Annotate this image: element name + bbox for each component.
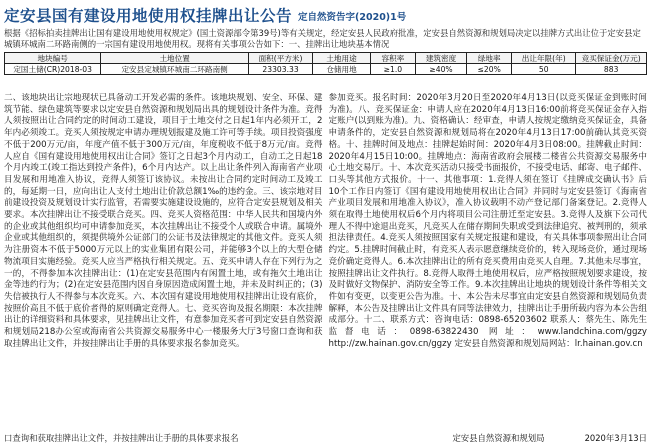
header-cell: 建筑密度: [415, 53, 466, 64]
header-cell: 地块编号: [5, 53, 101, 64]
table-cell: ≤20%: [467, 64, 512, 75]
body-left-text: 二、该地块出让宗地现状已具备动工开发必需的条件。该地块规划、安全、环保、建筑节能、绿色建筑等要求以定安县自然资源和规划局出具的规划设计条件为准。竞得人须按照出让合同约定的时间动工建设，项目于土地交付之日起1年内必须开工，2年内必须竣工。竞买人须按规定申请办理规划报建及施工许可等手续。项目投资强度不低于200万元/亩，年度产值不低于300万元/亩，年度税收不低于8万元/亩。竞得人应自《国有建设用地使用权出让合同》签订之日起3个月内动工，自动工之日起18个月内竣工(竣工指达到投产条件)，6个月内达产。以上出让条件列入海南省产业项目发展和用地准入协议，竞得人须签订该协议。未按出让合同约定时间动工及竣工的，每延期一日，应向出让人支付土地出让价款总额1‰的违约金。三、该宗地对目前建设投资及规划设计实行监管，若需要实施建设设施的，应符合定安县规划及相关要求。本次挂牌出让不接受联合竞买。四、竞买人资格范围：中华人民共和国境内外的企业或其他组织均可申请参加竞买，本次挂牌出让不接受个人或联合申请。属境外企业或其他组织的，须提供境外公证部门的公证书及法律规定的其他文件。竞买人须为注册资本不低于5000万元以上的实业集团有限公司，并能够3个以上的大型仓储物流项目实施经验。竞买人应当严格执行相关规定。五、竞买申请人存在下列行为之一的，不得参加本次挂牌出让：(1)在定安县范围内有闲置土地，或有拖欠土地出让金等违约行为；(2)在定安县范围内因自身原因造成闲置土地，并未及时纠正的；(3)失信被执行人不得参与本次竞买。六、本次国有建设用地使用权挂牌出让设有底价，按照价高且不低于底价者得的原则确定竞得人。七、竞买咨询及报名期限：本次挂牌出让的详细资料和具体要求，见挂牌出让文件，有意参加竞买者可到定安县自然资源和规划局218办公室或海南省公共资源交易服务中心一楼服务大厅3号窗口查询和获取挂牌出让文件，并按挂牌出让手册的具体要求报名参加竞买。: [4, 93, 323, 349]
header: [4, 2, 647, 26]
table-cell: 50: [512, 64, 576, 75]
issue-date: 2020年3月13日: [584, 433, 647, 443]
signature-block: [452, 432, 647, 444]
header-cell: 面积(平方米): [248, 53, 312, 64]
table-cell: 仓储用地: [313, 64, 371, 75]
header-cell: 容积率: [370, 53, 415, 64]
header-cell: 土地位置: [101, 53, 249, 64]
table-cell: 883: [576, 64, 647, 75]
footer: [4, 432, 647, 444]
header-cell: 竞买保证金(万元): [576, 53, 647, 64]
table-cell: ≥1.0: [370, 64, 415, 75]
parcel-table: [4, 52, 647, 75]
table-cell: 定安县定城镇环城南二环路南侧: [101, 64, 249, 75]
table-cell: 定国土储(CR)2018-03: [5, 64, 101, 75]
table-cell: ≥40%: [415, 64, 466, 75]
header-cell: 土地用途: [313, 53, 371, 64]
table-header-row: [5, 53, 647, 64]
header-cell: 绿地率: [467, 53, 512, 64]
announcement-body: [4, 93, 647, 431]
intro-paragraph: 根据《招标拍卖挂牌出让国有建设用地使用权规定》(国土资源部令第39号)等有关规定，经定安县人民政府批准，定安县自然资源和规划局决定以挂牌方式出让位于定安县定城镇环城南二环路南侧的一宗国有建设用地使用权。现将有关事项公告如下：一、挂牌出让地块基本情况: [4, 28, 641, 49]
header-cell: 出让年限(年): [512, 53, 576, 64]
body-right-text: 参加竞买。报名时间：2020年3月20日至2020年4月13日(以竞买保证金到账时间为准)。八、竞买保证金：申请人应在2020年4月13日16:00前将竞买保证金存入指定账户(以到账为准)。九、资格确认：经审查，申请人按规定缴纳竞买保证金，具备申请条件的，定安县自然资源和规划局将在2020年4月13日17:00前确认其竞买资格。十、挂牌时间及地点：挂牌起始时间：2020年4月3日08:00。挂牌截止时间：2020年4月15日10:00。挂牌地点：海南省政府会展楼二楼省公共资源交易服务中心土地交易厅。十、本次竞买活动只接受书面报价，不接受电话、邮寄、电子邮件、口头等其他方式报价。十一、其他事项：1.竞得人须在签订《挂牌成交确认书》后10个工作日内签订《国有建设用地使用权出让合同》并同时与定安县签订《海南省产业项目发展和用地准入协议》，准入协议载明不动产登记部门备案登记。2.竞得人须在取得土地使用权后6个月内将项目公司注册迁至定安县。3.竞得人及旗下公司代理人不得中途退出竞买，凡竞买人在储存期间失职或受到法律追究、被判刑的，须承担法律责任。4.竞买人须按照国家有关规定报建和建设，有关具体事项参照出让合同约定。5.挂牌时间截止时，有竞买人表示愿意继续竞价的，转入现场竞价，通过现场竞价确定竞得人。6.本次挂牌出让的所有竞买费用由竞买人自理。7.其他未尽事宜，按照挂牌出让文件执行。8.竞得人取得土地使用权后，应严格按照规划要求建设，按及时做好文物保护、消防安全等工作。9.本次挂牌出让地块的规划设计条件等相关文件如有变更，以变更公告为准。十、本公告未尽事宜由定安县自然资源和规划局负责解释，本公告及挂牌出让文件具有同等法律效力，挂牌出让手册所载内容为本公告组成部分。十二、联系方式：咨询电话：0898-65203602 联系人：蔡先生、陈先生 监督电话：0898-63822430 网址：www.landchina.com/ggzy http://zw.hainan.gov.cn/ggzy 定安县自然资源和规划局网站：lr.hainan.gov.cn: [328, 93, 647, 349]
footer-left-text: 口查询和获取挂牌出让文件，并按挂牌出让手册的具体要求报名: [4, 433, 239, 443]
body-right-column: [329, 93, 648, 431]
table-row: [5, 64, 647, 75]
announcement-title: 定安县国有建设用地使用权挂牌出让公告: [4, 7, 293, 25]
document-number: 定自然资告字(2020)1号: [298, 12, 407, 23]
table-cell: 23303.33: [248, 64, 312, 75]
issuer-name: 定安县自然资源和规划局: [452, 433, 545, 443]
body-left-column: [4, 93, 323, 431]
